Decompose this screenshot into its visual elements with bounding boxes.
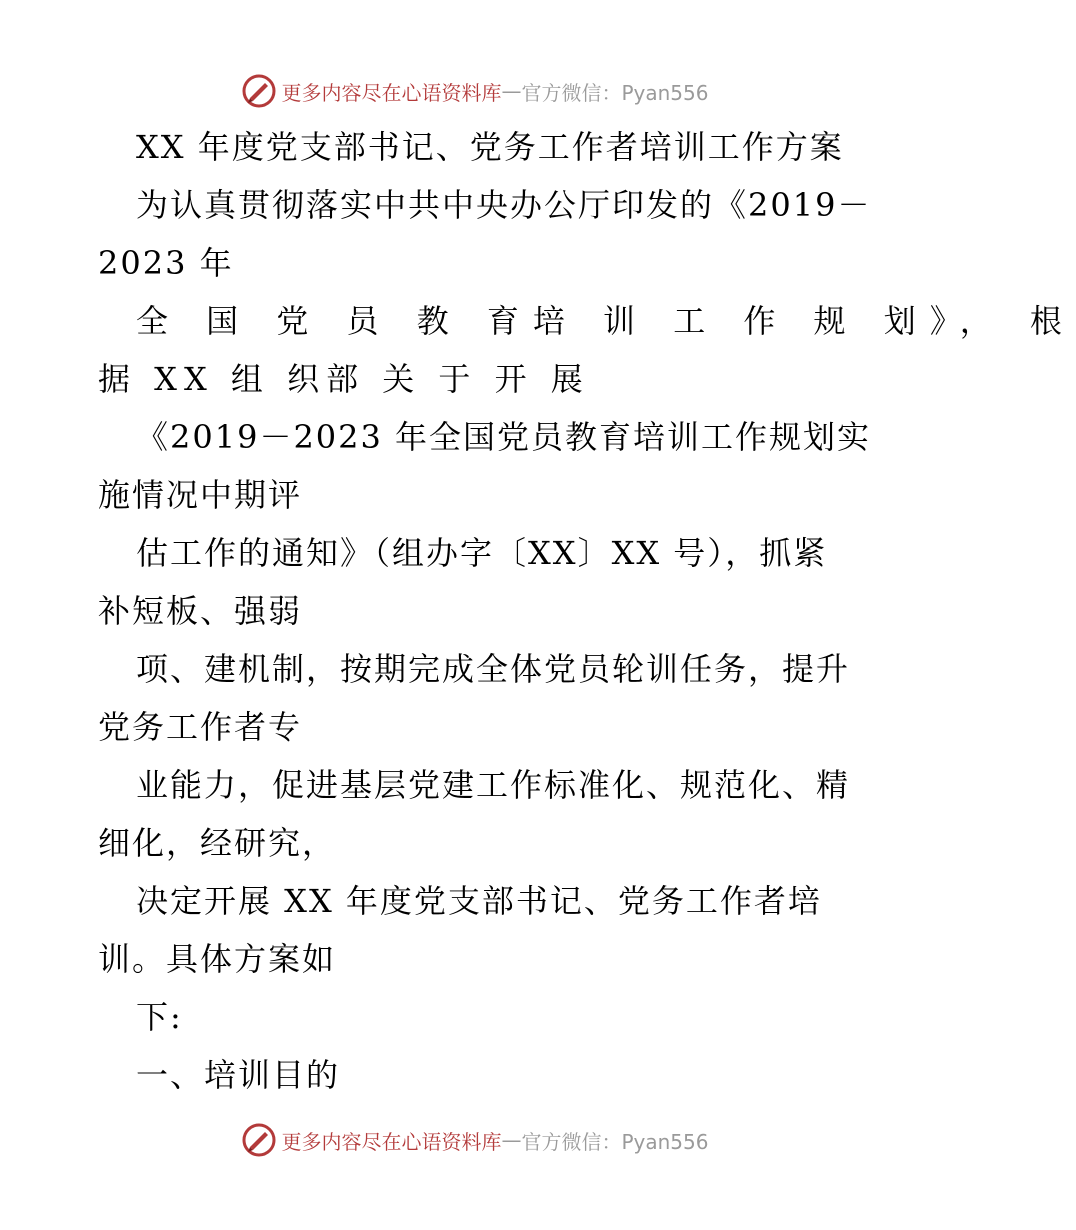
paragraph-line: 全 国 党 员 教 育培 训 工 作 规 划》， 根 — [136, 302, 1076, 340]
watermark-text: 更多内容尽在心语资料库 — [281, 1129, 502, 1154]
paragraph-line: 下: — [136, 998, 183, 1036]
watermark-separator: — — [501, 1128, 522, 1152]
paragraph-line: 细化，经研究， — [98, 824, 337, 862]
document-body — [98, 118, 1076, 1104]
paragraph-line: 项、建机制，按期完成全体党员轮训任务，提升 — [136, 650, 851, 688]
pen-logo-icon — [241, 73, 277, 109]
paragraph-line: 为认真贯彻落实中共中央办公厅印发的《2019－ — [136, 186, 872, 224]
paragraph-line: 据 XX 组 织部 关 于 开 展 — [98, 360, 590, 398]
watermark-wechat: 官方微信：Pyan556 — [521, 80, 709, 105]
watermark-separator: — — [501, 79, 522, 103]
section-heading: 一、培训目的 — [136, 1056, 341, 1094]
paragraph-line: 施情况中期评 — [98, 476, 303, 514]
paragraph-line: 决定开展 XX 年度党支部书记、党务工作者培 — [136, 882, 822, 920]
pen-logo-icon — [241, 1122, 277, 1158]
watermark-text: 更多内容尽在心语资料库 — [281, 80, 502, 105]
paragraph-line: 补短板、强弱 — [98, 592, 303, 630]
paragraph-line: 2023 年 — [98, 244, 234, 282]
document-title: XX 年度党支部书记、党务工作者培训工作方案 — [136, 128, 844, 166]
watermark-banner-bottom — [0, 1120, 950, 1160]
paragraph-line: 《2019－2023 年全国党员教育培训工作规划实 — [136, 418, 872, 456]
paragraph-line: 估工作的通知》（组办字〔XX〕XX 号），抓紧 — [136, 534, 828, 572]
paragraph-line: 党务工作者专 — [98, 708, 303, 746]
watermark-banner-top — [0, 71, 950, 111]
paragraph-line: 业能力，促进基层党建工作标准化、规范化、精 — [136, 766, 851, 804]
watermark-wechat: 官方微信：Pyan556 — [521, 1129, 709, 1154]
paragraph-line: 训。具体方案如 — [98, 940, 337, 978]
